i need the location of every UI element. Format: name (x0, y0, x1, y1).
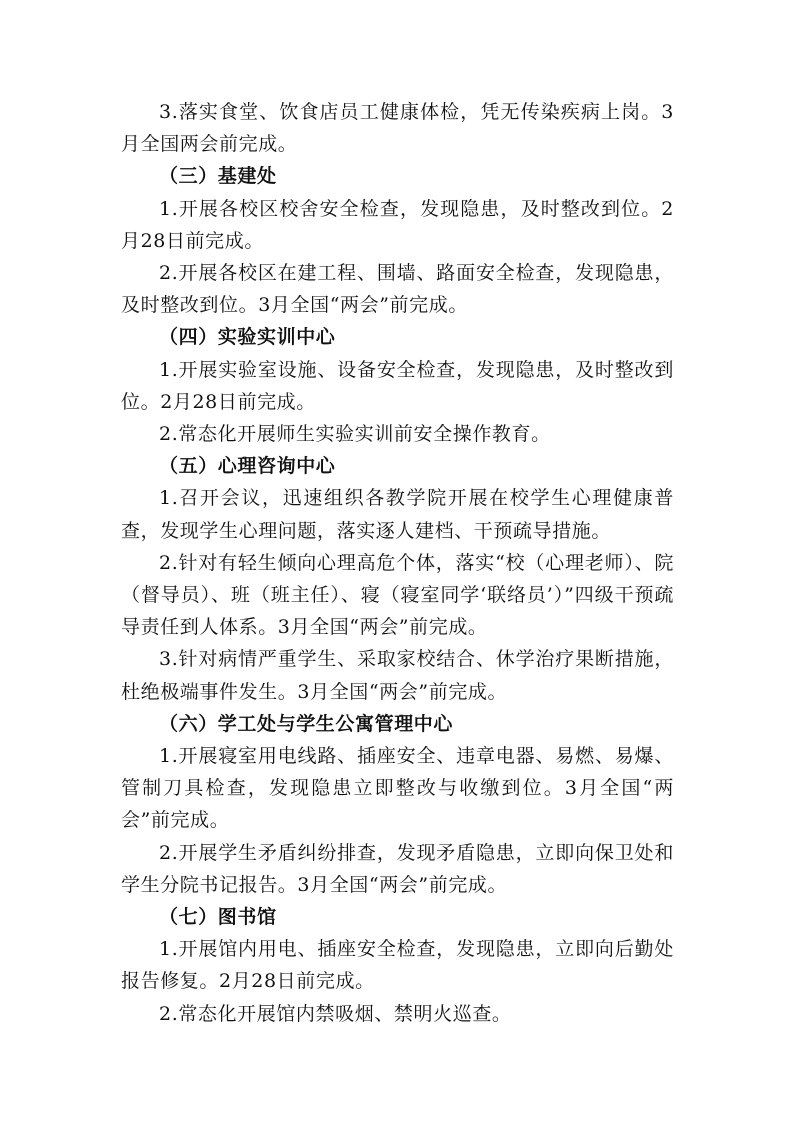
counseling-item-2: 2.针对有轻生倾向心理高危个体，落实“校（心理老师）、院（督导员）、班（班主任）、寝（寝室同学‘联络员’）”四级干预疏导责任到人体系。3月全国“两会”前完成。 (121, 551, 674, 639)
infrastructure-item-1: 1.开展各校区校舍安全检查，发现隐患，及时整改到位。2月28日前完成。 (121, 197, 674, 252)
section-counseling-heading: （五）心理咨询中心 (159, 455, 336, 478)
infrastructure-item-2: 2.开展各校区在建工程、围墙、路面安全检查，发现隐患，及时整改到位。3月全国“两会”前完成。 (121, 262, 674, 317)
section-student-affairs-heading: （六）学工处与学生公寓管理中心 (159, 712, 454, 735)
document-body (121, 96, 674, 1030)
lab-training-item-2: 2.常态化开展师生实验实训前安全操作教育。 (159, 423, 551, 446)
counseling-item-3: 3.针对病情严重学生、采取家校结合、休学治疗果断措施，杜绝极端事件发生。3月全国“两会”前完成。 (121, 648, 674, 703)
section-lab-training-heading: （四）实验实训中心 (159, 326, 336, 349)
library-item-1: 1.开展馆内用电、插座安全检查，发现隐患，立即向后勤处报告修复。2月28日前完成。 (121, 938, 674, 993)
counseling-item-1: 1.召开会议，迅速组织各教学院开展在校学生心理健康普查，发现学生心理问题，落实逐人建档、干预疏导措施。 (121, 487, 674, 542)
student-affairs-item-1: 1.开展寝室用电线路、插座安全、违章电器、易燃、易爆、管制刀具检查，发现隐患立即整改与收缴到位。3月全国“两会”前完成。 (121, 745, 674, 832)
student-affairs-item-2: 2.开展学生矛盾纠纷排查，发现矛盾隐患，立即向保卫处和学生分院书记报告。3月全国“两会”前完成。 (121, 841, 674, 896)
section-library-heading: （七）图书馆 (159, 906, 277, 929)
lab-training-item-1: 1.开展实验室设施、设备安全检查，发现隐患，及时整改到位。2月28日前完成。 (121, 358, 674, 413)
canteen-health-check-item: 3.落实食堂、饮食店员工健康体检，凭无传染疾病上岗。3月全国两会前完成。 (121, 101, 674, 156)
library-item-2: 2.常态化开展馆内禁吸烟、禁明火巡查。 (159, 1002, 512, 1025)
section-infrastructure-heading: （三）基建处 (159, 165, 277, 188)
